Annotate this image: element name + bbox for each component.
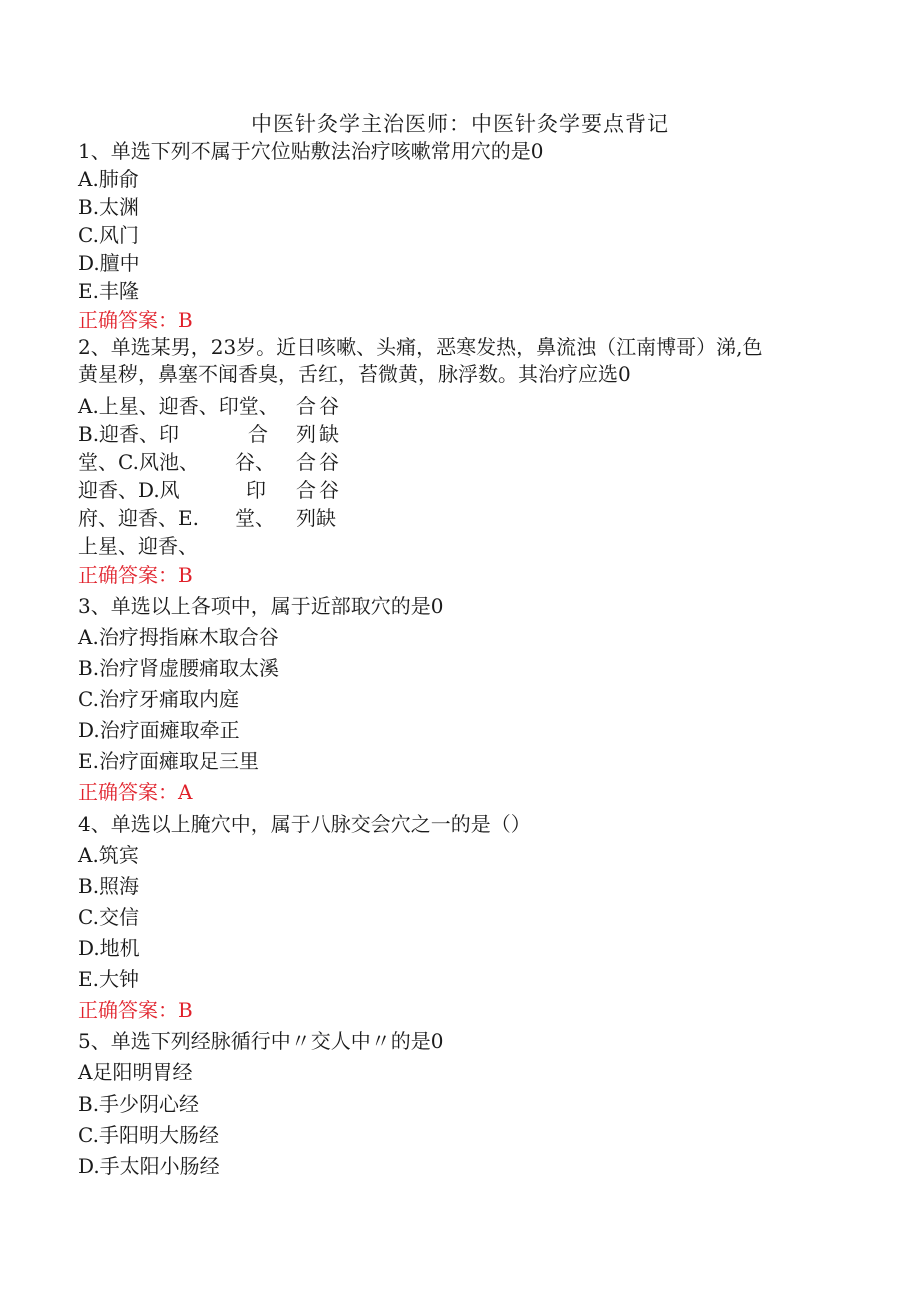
question-1-option-a: A.肺俞 — [78, 167, 139, 191]
question-2-col3-row3: 合谷 — [296, 450, 342, 474]
question-2-col1-row3: 堂、C.风池、 — [78, 450, 199, 474]
question-2-col1-row2: B.迎香、印 — [78, 422, 180, 446]
question-2-col1-row5: 府、迎香、E. — [78, 506, 199, 530]
question-1-option-d: D.膻中 — [78, 251, 140, 275]
question-2-stem-line-2: 黄星秽，鼻塞不闻香臭，舌红，苔微黄，脉浮数。其治疗应选0 — [78, 362, 631, 386]
question-4-option-a: A.筑宾 — [78, 843, 139, 867]
question-3-option-d: D.治疗面瘫取牵正 — [78, 718, 240, 742]
question-1-answer: 正确答案：B — [78, 308, 193, 332]
question-3-stem: 3、单选以上各项中，属于近部取穴的是0 — [78, 594, 444, 618]
question-5-option-c: C.手阳明大肠经 — [78, 1123, 219, 1147]
question-5-option-b: B.手少阴心经 — [78, 1092, 200, 1116]
question-2-col3-row4: 合谷 — [296, 478, 342, 502]
question-1-stem: 1、单选下列不属于穴位贴敷法治疗咳嗽常用穴的是0 — [78, 139, 544, 163]
question-2-col2-row3: 谷、 — [235, 450, 275, 474]
question-2-col3-row1: 合谷 — [296, 394, 342, 418]
question-2-col2-row5: 堂、 — [235, 506, 275, 530]
question-1-option-c: C.风门 — [78, 223, 139, 247]
page-title: 中医针灸学主治医师：中医针灸学要点背记 — [251, 112, 669, 136]
question-3-option-b: B.治疗肾虚腰痛取太溪 — [78, 656, 280, 680]
question-5-option-d: D.手太阳小肠经 — [78, 1154, 220, 1178]
question-2-answer: 正确答案：B — [78, 563, 193, 587]
question-1-option-e: E.丰隆 — [78, 279, 139, 303]
question-2-col3-row5: 列缺 — [296, 506, 336, 530]
question-3-answer: 正确答案：A — [78, 780, 193, 804]
question-2-col1-row4: 迎香、D.风 — [78, 478, 180, 502]
question-3-option-c: C.治疗牙痛取内庭 — [78, 687, 239, 711]
question-5-option-a: A足阳明胃经 — [78, 1060, 193, 1084]
question-5-stem: 5、单选下列经脉循行中〃交人中〃的是0 — [78, 1029, 444, 1053]
question-3-option-a: A.治疗拇指麻木取合谷 — [78, 625, 279, 649]
question-4-option-e: E.大钟 — [78, 967, 139, 991]
question-4-option-d: D.地机 — [78, 936, 140, 960]
question-2-col1-row1: A.上星、迎香、印堂、 — [78, 394, 279, 418]
question-4-answer: 正确答案：B — [78, 998, 193, 1022]
question-2-col3-row2: 列缺 — [296, 422, 342, 446]
question-4-stem: 4、单选以上腌穴中，属于八脉交会穴之一的是（） — [78, 812, 531, 836]
question-3-option-e: E.治疗面瘫取足三里 — [78, 749, 259, 773]
question-2-col2-row4: 印 — [246, 478, 266, 502]
question-4-option-b: B.照海 — [78, 874, 140, 898]
question-2-stem-line-1: 2、单选某男，23岁。近日咳嗽、头痛，恶寒发热，鼻流浊（江南博哥）涕,色 — [78, 335, 763, 359]
question-1-option-b: B.太渊 — [78, 195, 140, 219]
question-2-col2-row2: 合 — [248, 422, 268, 446]
question-2-col1-row6: 上星、迎香、 — [78, 534, 198, 558]
question-4-option-c: C.交信 — [78, 905, 139, 929]
